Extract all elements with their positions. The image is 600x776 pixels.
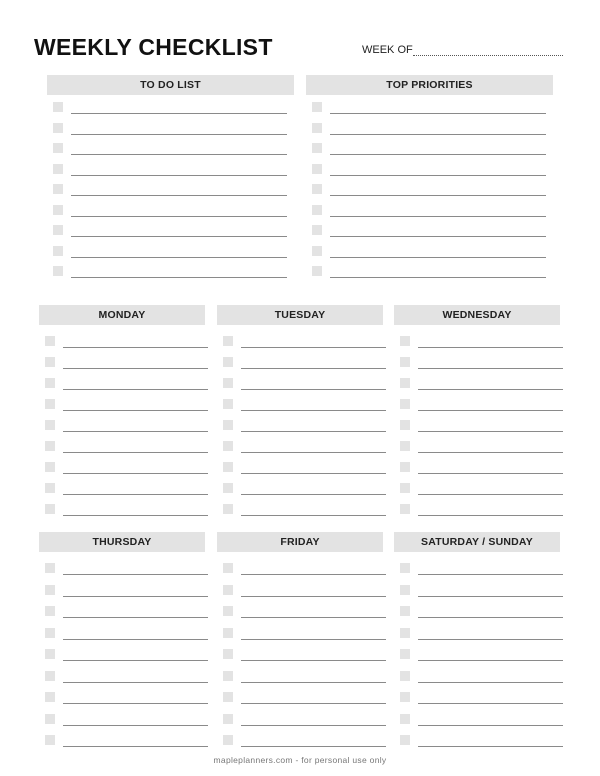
writing-line[interactable] — [241, 452, 386, 453]
checkbox[interactable] — [45, 357, 55, 367]
checkbox[interactable] — [45, 714, 55, 724]
checklist-row — [45, 692, 208, 704]
section-saturday-sunday — [394, 532, 560, 552]
checklist-row — [223, 399, 386, 411]
writing-line[interactable] — [241, 746, 386, 747]
section-header: TOP PRIORITIES — [306, 75, 553, 95]
checkbox[interactable] — [312, 205, 322, 215]
checkbox[interactable] — [45, 441, 55, 451]
checklist-row — [400, 628, 563, 640]
checklist-row — [223, 420, 386, 432]
writing-line[interactable] — [63, 410, 208, 411]
checklist-row — [400, 462, 563, 474]
checklist-row — [223, 563, 386, 575]
checklist-row — [223, 378, 386, 390]
checkbox[interactable] — [223, 504, 233, 514]
checklist-row — [45, 628, 208, 640]
checkbox[interactable] — [400, 671, 410, 681]
checkbox[interactable] — [400, 504, 410, 514]
checkbox[interactable] — [53, 123, 63, 133]
checkbox[interactable] — [400, 441, 410, 451]
checklist-row — [400, 692, 563, 704]
checkbox[interactable] — [45, 483, 55, 493]
checklist-row — [53, 225, 287, 237]
checkbox[interactable] — [400, 357, 410, 367]
checkbox[interactable] — [223, 628, 233, 638]
checkbox[interactable] — [223, 357, 233, 367]
writing-line[interactable] — [71, 257, 287, 258]
writing-line[interactable] — [63, 473, 208, 474]
writing-line[interactable] — [63, 431, 208, 432]
checklist-row — [223, 441, 386, 453]
checkbox[interactable] — [312, 164, 322, 174]
writing-line[interactable] — [63, 389, 208, 390]
footer-note: mapleplanners.com - for personal use only — [213, 755, 387, 765]
checkbox[interactable] — [223, 714, 233, 724]
checkbox[interactable] — [312, 123, 322, 133]
checkbox[interactable] — [45, 649, 55, 659]
checklist-row — [400, 671, 563, 683]
writing-line[interactable] — [71, 216, 287, 217]
checkbox[interactable] — [223, 563, 233, 573]
checkbox[interactable] — [45, 462, 55, 472]
checkbox[interactable] — [312, 184, 322, 194]
page-title: WEEKLY CHECKLIST — [34, 34, 273, 60]
checklist-row — [400, 357, 563, 369]
checklist-row — [312, 184, 546, 196]
checklist-row — [45, 585, 208, 597]
checkbox[interactable] — [53, 143, 63, 153]
checklist-row — [223, 735, 386, 747]
writing-line[interactable] — [241, 596, 386, 597]
writing-line[interactable] — [330, 195, 546, 196]
writing-line[interactable] — [241, 473, 386, 474]
checkbox[interactable] — [223, 671, 233, 681]
writing-line[interactable] — [330, 216, 546, 217]
checklist-row — [53, 102, 287, 114]
section-thursday — [39, 532, 205, 552]
checklist-row — [223, 504, 386, 516]
writing-line[interactable] — [63, 347, 208, 348]
writing-line[interactable] — [241, 703, 386, 704]
checklist-row — [45, 462, 208, 474]
week-of-label: WEEK OF — [362, 44, 413, 56]
writing-line[interactable] — [241, 682, 386, 683]
checklist-row — [400, 585, 563, 597]
section-todo — [47, 75, 294, 95]
checklist-row — [312, 123, 546, 135]
checkbox[interactable] — [45, 563, 55, 573]
checklist-row — [45, 399, 208, 411]
checkbox[interactable] — [312, 266, 322, 276]
checklist-row — [223, 483, 386, 495]
checkbox[interactable] — [53, 266, 63, 276]
checklist-row — [45, 735, 208, 747]
checklist-row — [400, 714, 563, 726]
writing-line[interactable] — [63, 703, 208, 704]
writing-line[interactable] — [418, 617, 563, 618]
writing-line[interactable] — [63, 660, 208, 661]
checkbox[interactable] — [53, 225, 63, 235]
checkbox[interactable] — [400, 606, 410, 616]
writing-line[interactable] — [63, 452, 208, 453]
checkbox[interactable] — [223, 462, 233, 472]
checklist-row — [223, 714, 386, 726]
section-header: FRIDAY — [217, 532, 383, 552]
checklist-row — [400, 483, 563, 495]
checklist-row — [223, 462, 386, 474]
checkbox[interactable] — [45, 585, 55, 595]
checkbox[interactable] — [45, 420, 55, 430]
checkbox[interactable] — [400, 692, 410, 702]
checkbox[interactable] — [45, 735, 55, 745]
writing-line[interactable] — [63, 515, 208, 516]
writing-line[interactable] — [418, 431, 563, 432]
checkbox[interactable] — [45, 692, 55, 702]
writing-line[interactable] — [241, 494, 386, 495]
checkbox[interactable] — [400, 420, 410, 430]
checkbox[interactable] — [400, 399, 410, 409]
checkbox[interactable] — [400, 735, 410, 745]
writing-line[interactable] — [241, 389, 386, 390]
checklist-row — [400, 420, 563, 432]
checklist-row — [400, 735, 563, 747]
checklist-row — [53, 205, 287, 217]
checklist-row — [312, 225, 546, 237]
checklist-row — [45, 420, 208, 432]
week-of-field[interactable] — [413, 55, 563, 56]
checkbox[interactable] — [223, 692, 233, 702]
writing-line[interactable] — [241, 515, 386, 516]
writing-line[interactable] — [418, 703, 563, 704]
checkbox[interactable] — [45, 628, 55, 638]
checklist-row — [400, 399, 563, 411]
writing-line[interactable] — [418, 452, 563, 453]
writing-line[interactable] — [418, 746, 563, 747]
checklist-row — [223, 692, 386, 704]
section-header: TO DO LIST — [47, 75, 294, 95]
writing-line[interactable] — [241, 347, 386, 348]
writing-line[interactable] — [241, 639, 386, 640]
writing-line[interactable] — [330, 134, 546, 135]
checklist-row — [45, 378, 208, 390]
checkbox[interactable] — [400, 649, 410, 659]
writing-line[interactable] — [241, 368, 386, 369]
checkbox[interactable] — [312, 246, 322, 256]
writing-line[interactable] — [241, 617, 386, 618]
section-header: SATURDAY / SUNDAY — [394, 532, 560, 552]
writing-line[interactable] — [241, 660, 386, 661]
checkbox[interactable] — [223, 483, 233, 493]
checkbox[interactable] — [223, 441, 233, 451]
writing-line[interactable] — [418, 410, 563, 411]
checklist-row — [312, 143, 546, 155]
writing-line[interactable] — [418, 347, 563, 348]
writing-line[interactable] — [63, 725, 208, 726]
section-wednesday — [394, 305, 560, 325]
checklist-row — [53, 123, 287, 135]
checkbox[interactable] — [223, 585, 233, 595]
checkbox[interactable] — [45, 606, 55, 616]
checkbox[interactable] — [400, 378, 410, 388]
writing-line[interactable] — [63, 617, 208, 618]
writing-line[interactable] — [63, 639, 208, 640]
checklist-row — [53, 143, 287, 155]
checklist-row — [400, 336, 563, 348]
writing-line[interactable] — [418, 639, 563, 640]
writing-line[interactable] — [418, 494, 563, 495]
checkbox[interactable] — [223, 606, 233, 616]
writing-line[interactable] — [330, 257, 546, 258]
checklist-row — [45, 441, 208, 453]
checkbox[interactable] — [53, 102, 63, 112]
writing-line[interactable] — [418, 473, 563, 474]
section-header: THURSDAY — [39, 532, 205, 552]
checklist-row — [45, 336, 208, 348]
writing-line[interactable] — [418, 660, 563, 661]
checklist-row — [223, 357, 386, 369]
section-friday — [217, 532, 383, 552]
checkbox[interactable] — [312, 225, 322, 235]
writing-line[interactable] — [63, 574, 208, 575]
section-tuesday — [217, 305, 383, 325]
checklist-row — [312, 102, 546, 114]
writing-line[interactable] — [63, 682, 208, 683]
writing-line[interactable] — [71, 195, 287, 196]
writing-line[interactable] — [63, 596, 208, 597]
writing-line[interactable] — [63, 494, 208, 495]
writing-line[interactable] — [418, 368, 563, 369]
checklist-row — [400, 441, 563, 453]
writing-line[interactable] — [330, 113, 546, 114]
checklist-row — [45, 483, 208, 495]
checklist-row — [45, 714, 208, 726]
checkbox[interactable] — [223, 378, 233, 388]
checklist-row — [45, 563, 208, 575]
checklist-row — [45, 671, 208, 683]
checklist-row — [53, 164, 287, 176]
writing-line[interactable] — [330, 175, 546, 176]
checklist-row — [312, 246, 546, 258]
writing-line[interactable] — [63, 746, 208, 747]
section-header: MONDAY — [39, 305, 205, 325]
writing-line[interactable] — [418, 596, 563, 597]
writing-line[interactable] — [418, 725, 563, 726]
writing-line[interactable] — [241, 431, 386, 432]
section-header: WEDNESDAY — [394, 305, 560, 325]
checklist-row — [312, 205, 546, 217]
writing-line[interactable] — [71, 236, 287, 237]
checklist-row — [223, 585, 386, 597]
writing-line[interactable] — [418, 574, 563, 575]
writing-line[interactable] — [330, 236, 546, 237]
checklist-row — [312, 164, 546, 176]
checklist-row — [223, 606, 386, 618]
writing-line[interactable] — [71, 175, 287, 176]
writing-line[interactable] — [418, 682, 563, 683]
writing-line[interactable] — [241, 574, 386, 575]
checklist-row — [223, 649, 386, 661]
checkbox[interactable] — [400, 714, 410, 724]
checkbox[interactable] — [400, 628, 410, 638]
checkbox[interactable] — [400, 462, 410, 472]
checklist-row — [53, 266, 287, 278]
section-header: TUESDAY — [217, 305, 383, 325]
checkbox[interactable] — [45, 671, 55, 681]
checkbox[interactable] — [53, 205, 63, 215]
checklist-row — [45, 649, 208, 661]
checkbox[interactable] — [400, 336, 410, 346]
checkbox[interactable] — [45, 504, 55, 514]
checkbox[interactable] — [53, 184, 63, 194]
checklist-row — [400, 504, 563, 516]
section-top-priorities — [306, 75, 553, 95]
checkbox[interactable] — [223, 420, 233, 430]
checklist-row — [400, 649, 563, 661]
writing-line[interactable] — [418, 515, 563, 516]
checkbox[interactable] — [312, 102, 322, 112]
checkbox[interactable] — [53, 246, 63, 256]
checklist-row — [223, 671, 386, 683]
checklist-row — [223, 628, 386, 640]
checkbox[interactable] — [45, 336, 55, 346]
checklist-row — [400, 563, 563, 575]
checkbox[interactable] — [400, 483, 410, 493]
writing-line[interactable] — [241, 725, 386, 726]
checkbox[interactable] — [45, 399, 55, 409]
checkbox[interactable] — [223, 336, 233, 346]
checkbox[interactable] — [53, 164, 63, 174]
writing-line[interactable] — [71, 113, 287, 114]
writing-line[interactable] — [63, 368, 208, 369]
checklist-row — [45, 606, 208, 618]
checkbox[interactable] — [312, 143, 322, 153]
writing-line[interactable] — [241, 410, 386, 411]
checkbox[interactable] — [400, 585, 410, 595]
writing-line[interactable] — [330, 154, 546, 155]
writing-line[interactable] — [418, 389, 563, 390]
writing-line[interactable] — [71, 154, 287, 155]
checklist-row — [53, 184, 287, 196]
checkbox[interactable] — [223, 649, 233, 659]
checklist-row — [400, 606, 563, 618]
checklist-row — [53, 246, 287, 258]
checklist-row — [45, 504, 208, 516]
checkbox[interactable] — [223, 399, 233, 409]
checkbox[interactable] — [223, 735, 233, 745]
checkbox[interactable] — [400, 563, 410, 573]
section-monday — [39, 305, 205, 325]
writing-line[interactable] — [71, 277, 287, 278]
checklist-row — [223, 336, 386, 348]
writing-line[interactable] — [71, 134, 287, 135]
checkbox[interactable] — [45, 378, 55, 388]
checklist-row — [312, 266, 546, 278]
writing-line[interactable] — [330, 277, 546, 278]
checklist-row — [400, 378, 563, 390]
checklist-row — [45, 357, 208, 369]
